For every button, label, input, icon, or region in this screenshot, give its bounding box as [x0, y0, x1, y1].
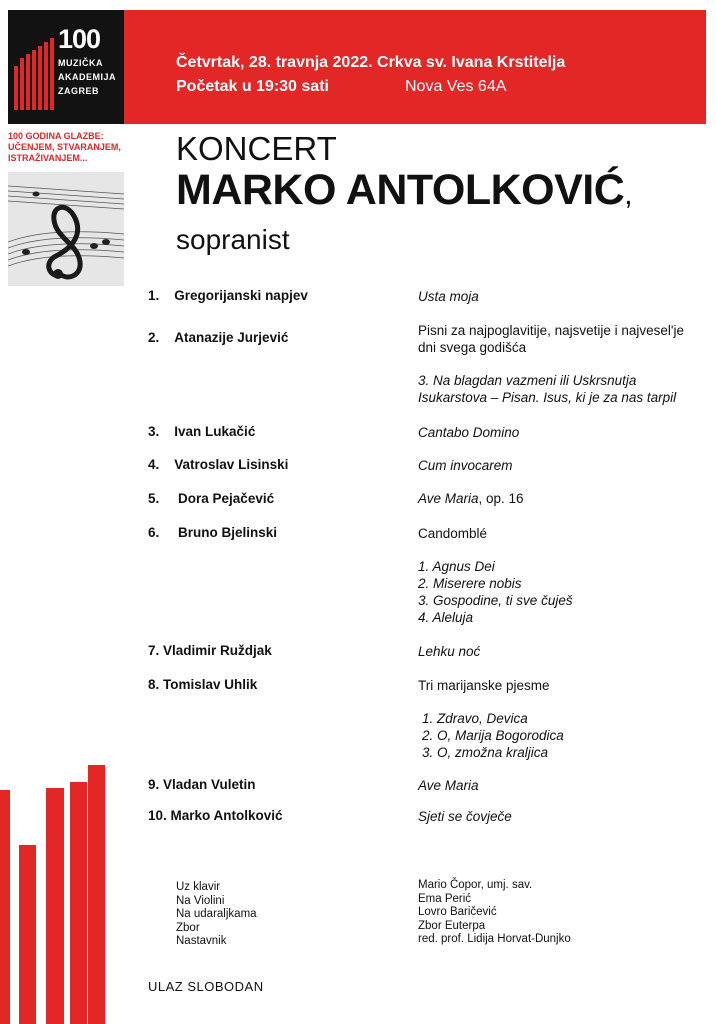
performer-title [176, 166, 633, 215]
program-item-9-work: Ave Maria [418, 778, 479, 793]
program-item-1-composer: 1. Gregorijanski napjev [148, 288, 308, 303]
program-item-3-work: Cantabo Domino [418, 425, 520, 440]
role-label: Na Violini [176, 894, 225, 907]
performer-name-entry: red. prof. Lidija Horvat-Dunjko [418, 933, 571, 945]
movement: 4. Aleluja [418, 610, 474, 625]
concert-label: KONCERT [176, 130, 337, 167]
sheet-music-image [8, 172, 124, 286]
program-item-3-composer: 3. Ivan Lukačić [148, 424, 256, 439]
program-item-10-composer: 10. Marko Antolković [148, 808, 283, 823]
decor-bar [46, 788, 64, 1024]
program-item-8-work: Tri marijanske pjesme [418, 678, 550, 693]
performer-comma: , [624, 178, 633, 211]
program-item-2-composer: 2. Atanazije Jurjević [148, 330, 289, 345]
performer-roles [176, 881, 257, 949]
program-item-6-composer: 6. Bruno Bjelinski [148, 525, 278, 540]
free-entry-notice: ULAZ SLOBODAN [148, 979, 264, 994]
decor-bar [19, 845, 36, 1024]
performer-names [418, 879, 571, 947]
program-item-7-work: Lehku noć [418, 644, 481, 659]
program-item-8-songs [422, 710, 564, 761]
program-item-4-composer: 4. Vatroslav Lisinski [148, 457, 289, 472]
treble-clef-icon [8, 172, 124, 286]
logo-line-2: AKADEMIJA [58, 72, 117, 82]
role-label: Zbor [176, 921, 200, 934]
movement: 1. Agnus Dei [418, 559, 495, 574]
song: 1. Zdravo, Devica [422, 711, 528, 726]
performer-name: MARKO ANTOLKOVIĆ [176, 166, 625, 214]
song: 2. O, Marija Bogorodica [422, 728, 564, 743]
decor-bar [70, 782, 87, 1024]
program-item-7-composer: 7. Vladimir Ruždjak [148, 643, 272, 658]
header-start-time: Početak u 19:30 sati [176, 78, 329, 95]
program-item-5-composer: 5. Dora Pejačević [148, 491, 275, 506]
performer-name-entry: Mario Čopor, umj. sav. [418, 879, 533, 891]
program-item-9-composer: 9. Vladan Vuletin [148, 777, 256, 792]
program-item-2-sub: 3. Na blagdan vazmeni ili Uskrsnutja Isukarstova – Pisan. Isus, ki je za nas tarpil [418, 373, 677, 405]
performer-role: sopranist [176, 224, 290, 255]
logo-line-3: ZAGREB [58, 86, 99, 96]
program-item-6-work: Candomblé [418, 526, 488, 541]
performer-name-entry: Zbor Euterpa [418, 919, 486, 932]
tagline-line-3: ISTRAŽIVANJEM... [8, 153, 88, 163]
role-label: Uz klavir [176, 881, 221, 893]
performer-name-entry: Lovro Baričević [418, 906, 497, 918]
decor-bar [88, 765, 105, 1024]
program-item-10-work: Sjeti se čovječe [418, 809, 512, 824]
tagline-line-1: 100 GODINA GLAZBE: [8, 131, 104, 141]
program-item-1-work: Usta moja [418, 289, 479, 304]
program-item-2-work: Pisni za najpoglavitije, najsvetije i najvesel'je dni svega godišća [418, 323, 684, 355]
logo-line-1: MUZIČKA [58, 58, 103, 68]
program-item-4-work: Cum invocarem [418, 458, 513, 473]
program-item-8-composer: 8. Tomislav Uhlik [148, 677, 258, 692]
performer-name-entry: Ema Perić [418, 892, 472, 905]
decor-bar [0, 790, 10, 1024]
tagline-line-2: UČENJEM, STVARANJEM, [8, 142, 121, 152]
role-label: Na udaraljkama [176, 908, 257, 920]
program-item-6-movements [418, 558, 573, 626]
header-date-venue: Četvrtak, 28. travnja 2022. Crkva sv. Ivana Krstitelja [176, 54, 566, 71]
header-address: Nova Ves 64A [405, 78, 507, 95]
tagline [8, 131, 121, 164]
role-label: Nastavnik [176, 935, 227, 947]
song: 3. O, zmožna kraljica [422, 745, 549, 760]
movement: 3. Gospodine, ti sve čuješ [418, 593, 573, 608]
program-item-5-work: Ave Maria, op. 16 [418, 491, 524, 506]
movement: 2. Miserere nobis [418, 576, 522, 591]
academy-logo [8, 10, 124, 124]
logo-number: 100 [58, 24, 101, 54]
